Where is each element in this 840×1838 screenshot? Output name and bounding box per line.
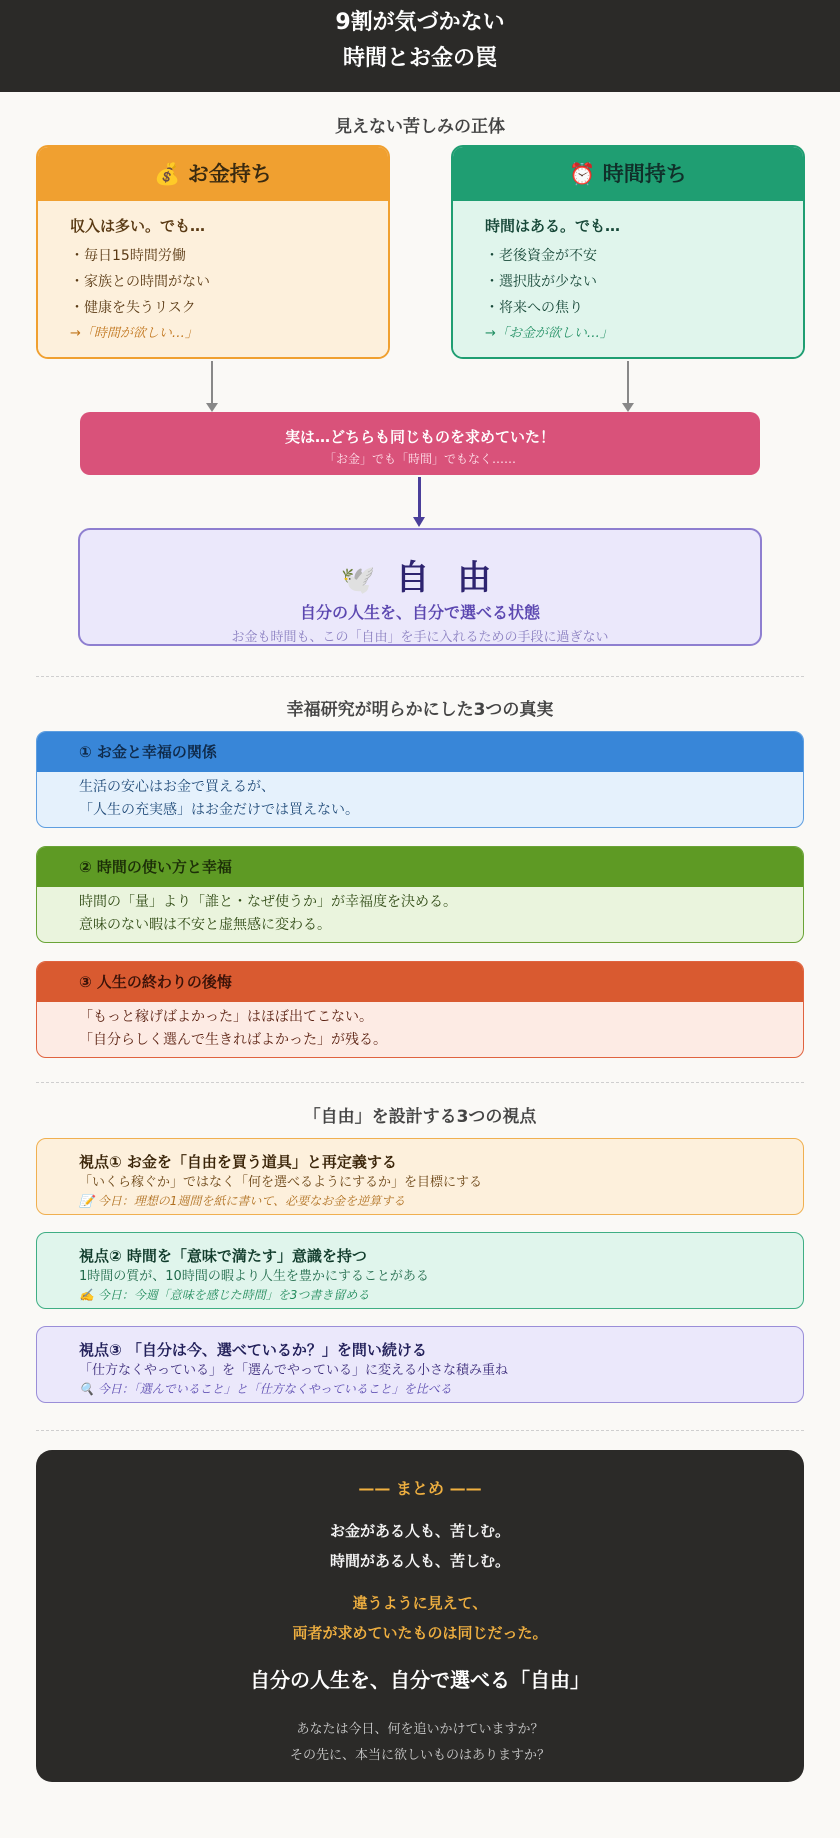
summary-key-message: 自分の人生を、自分で選べる「自由」 <box>250 1668 590 1692</box>
truth-card-title: ③ 人生の終わりの後悔 <box>37 962 803 1002</box>
same-goal-subtext: 「お金」でも「時間」でもなく…… <box>323 452 516 466</box>
section-title-hidden-suffering: 見えない苦しみの正体 <box>335 117 505 137</box>
view-card-money <box>36 1138 804 1215</box>
truth-line: 「もっと稼げばよかった」はほぼ出てこない。 <box>79 1009 373 1025</box>
list-item: ・健康を失うリスク <box>70 300 196 316</box>
truth-card-body <box>37 887 803 937</box>
section-title-three-views: 「自由」を設計する3つの視点 <box>303 1107 537 1127</box>
view-title: 視点① お金を「自由を買う道具」と再定義する <box>79 1153 397 1171</box>
section-title-three-truths: 幸福研究が明らかにした3つの真実 <box>286 700 554 720</box>
money-bag-icon: 💰 <box>154 162 181 186</box>
time-rich-conclusion: →「お金が欲しい…」 <box>485 326 613 341</box>
list-item: ・選択肢が少ない <box>485 274 597 290</box>
money-rich-conclusion: →「時間が欲しい…」 <box>70 326 198 341</box>
time-rich-card-body <box>453 201 803 359</box>
truth-card-body <box>37 1002 803 1052</box>
freedom-title-text: 自 由 <box>395 558 500 598</box>
view-action: 📝 今日：理想の1週間を紙に書いて、必要なお金を逆算する <box>79 1194 406 1208</box>
view-card-choice <box>36 1326 804 1403</box>
summary-title: —— まとめ —— <box>358 1479 482 1498</box>
money-rich-title: お金持ち <box>187 162 272 186</box>
truth-card-title: ① お金と幸福の関係 <box>37 732 803 772</box>
freedom-card <box>78 528 762 646</box>
divider <box>36 1430 804 1431</box>
same-goal-banner <box>80 412 760 475</box>
header-line-2: 時間とお金の罠 <box>342 46 497 71</box>
money-rich-card-body <box>38 201 388 359</box>
alarm-clock-icon: ⏰ <box>569 162 596 186</box>
truth-card-end-of-life-regret <box>36 961 804 1058</box>
money-rich-card-header <box>38 147 388 201</box>
truth-card-title: ② 時間の使い方と幸福 <box>37 847 803 887</box>
arrow-down-icon <box>622 403 634 412</box>
truth-line: 時間の「量」より「誰と・なぜ使うか」が幸福度を決める。 <box>79 894 457 910</box>
view-description: 「仕方なくやっている」を「選んでやっている」に変える小さな積み重ね <box>79 1363 509 1378</box>
view-description: 1時間の質が、10時間の暇より人生を豊かにすることがある <box>79 1269 429 1284</box>
time-rich-title: 時間持ち <box>602 162 687 186</box>
list-item: ・毎日15時間労働 <box>70 248 186 264</box>
summary-question: その先に、本当に欲しいものはありますか？ <box>289 1748 550 1763</box>
divider <box>36 1082 804 1083</box>
connector-line-right <box>627 361 629 404</box>
truth-card-money-happiness <box>36 731 804 828</box>
money-rich-card <box>36 145 390 359</box>
summary-line: 時間がある人も、苦しむ。 <box>329 1552 510 1570</box>
freedom-subtitle: 自分の人生を、自分で選べる状態 <box>299 603 540 622</box>
page-header <box>0 0 840 92</box>
time-rich-card <box>451 145 805 359</box>
summary-question: あなたは今日、何を追いかけていますか？ <box>296 1722 544 1737</box>
summary-panel <box>36 1450 804 1782</box>
view-action: ✍️ 今日：今週「意味を感じた時間」を3つ書き留める <box>79 1288 370 1302</box>
summary-line: お金がある人も、苦しむ。 <box>329 1522 510 1540</box>
truth-line: 「人生の充実感」はお金だけでは買えない。 <box>79 802 359 818</box>
summary-line-highlight: 両者が求めていたものは同じだった。 <box>292 1624 548 1642</box>
freedom-note: お金も時間も、この「自由」を手に入れるための手段に過ぎない <box>231 630 609 645</box>
truth-line: 意味のない暇は不安と虚無感に変わる。 <box>79 917 331 933</box>
view-card-time <box>36 1232 804 1309</box>
arrow-down-icon <box>413 517 425 527</box>
time-rich-card-header <box>453 147 803 201</box>
view-description: 「いくら稼ぐか」ではなく「何を選べるようにするか」を目標にする <box>79 1175 483 1190</box>
same-goal-text: 実は…どちらも同じものを求めていた！ <box>284 428 555 446</box>
freedom-title <box>80 550 760 599</box>
view-title: 視点② 時間を「意味で満たす」意識を持つ <box>79 1247 367 1265</box>
divider <box>36 676 804 677</box>
list-item: ・家族との時間がない <box>70 274 210 290</box>
dove-icon: 🕊️ <box>340 563 376 596</box>
view-action: 🔍 今日：「選んでいること」と「仕方なくやっていること」を比べる <box>79 1382 452 1396</box>
list-item: ・将来への焦り <box>485 300 583 316</box>
connector-line-left <box>211 361 213 404</box>
money-rich-lead: 収入は多い。でも… <box>70 217 206 235</box>
list-item: ・老後資金が不安 <box>485 248 597 264</box>
truth-line: 「自分らしく選んで生きればよかった」が残る。 <box>79 1032 387 1048</box>
arrow-down-icon <box>206 403 218 412</box>
truth-card-time-happiness <box>36 846 804 943</box>
truth-line: 生活の安心はお金で買えるが、 <box>79 779 275 795</box>
truth-card-body <box>37 772 803 822</box>
time-rich-lead: 時間はある。でも… <box>485 217 621 235</box>
summary-line-highlight: 違うように見えて、 <box>352 1594 488 1612</box>
connector-line-center <box>418 477 421 519</box>
view-title: 視点③ 「自分は今、選べているか？」を問い続ける <box>79 1341 427 1359</box>
header-line-1: 9割が気づかない <box>335 10 505 35</box>
